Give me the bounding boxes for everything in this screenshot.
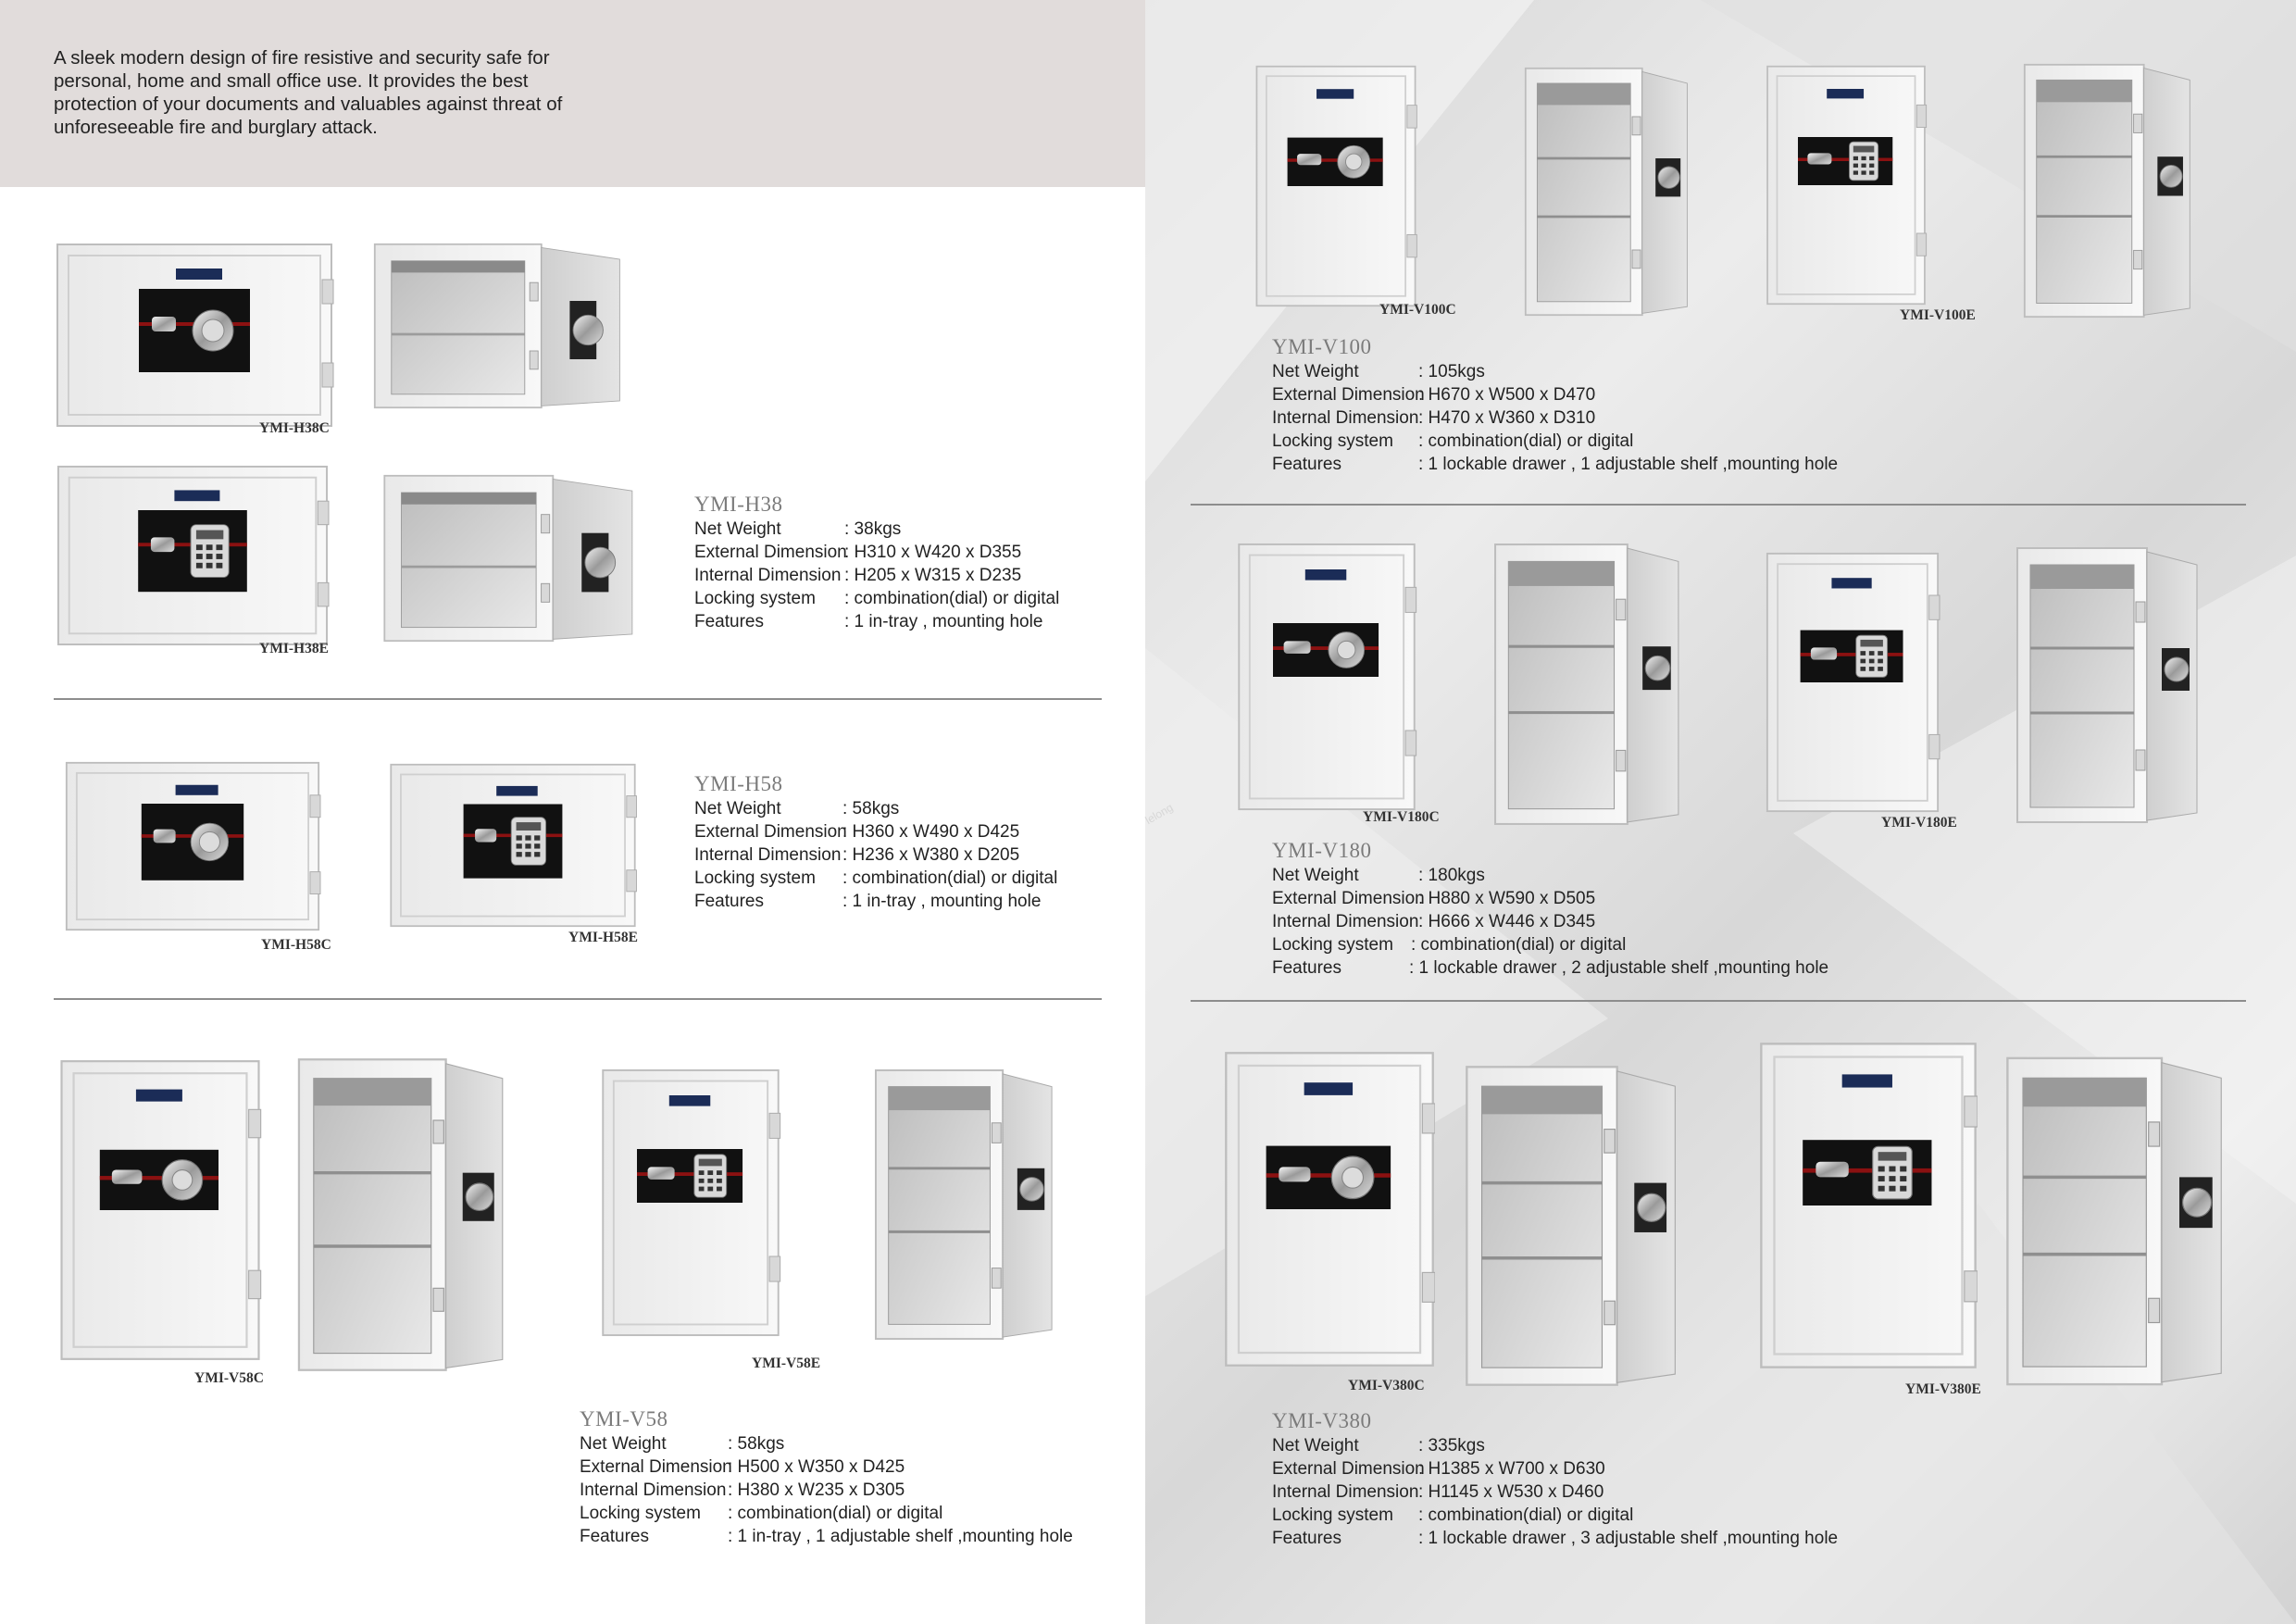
caption-h38c: YMI-H38C xyxy=(259,420,330,436)
label-features: Features xyxy=(580,1527,649,1546)
label-external: External Dimension xyxy=(1272,385,1425,405)
model-name: YMI-V180 xyxy=(1272,839,1372,862)
value-locking: : combination(dial) or digital xyxy=(728,1504,943,1523)
model-name: YMI-V58 xyxy=(580,1407,668,1430)
label-external: External Dimension xyxy=(1272,1459,1425,1479)
value-external: : H1385 x W700 x D630 xyxy=(1418,1459,1605,1479)
label-features: Features xyxy=(1272,1529,1341,1548)
product-image-v100c-closed xyxy=(1224,65,1448,307)
product-image-v180c-open xyxy=(1468,543,1707,826)
label-locking: Locking system xyxy=(1272,1505,1393,1525)
label-internal: Internal Dimension xyxy=(694,845,842,865)
caption-v380c: YMI-V380C xyxy=(1348,1378,1425,1393)
value-external: : H500 x W350 x D425 xyxy=(728,1457,905,1477)
label-net-weight: Net Weight xyxy=(580,1434,667,1454)
value-features: : 1 in-tray , 1 adjustable shelf ,mounting hole xyxy=(728,1527,1073,1546)
value-internal: : H470 x W360 x D310 xyxy=(1418,408,1596,428)
label-locking: Locking system xyxy=(694,868,816,888)
spec-block-v380 xyxy=(1272,1409,1838,1550)
product-image-h38c-open xyxy=(370,243,626,409)
value-locking: : combination(dial) or digital xyxy=(842,868,1058,888)
spec-block-v180 xyxy=(1272,839,1828,980)
caption-v380e: YMI-V380E xyxy=(1905,1381,1981,1397)
value-features: : 1 lockable drawer , 3 adjustable shelf ,mounting hole xyxy=(1418,1529,1839,1548)
value-features: : 1 in-tray , mounting hole xyxy=(844,612,1043,631)
spec-block-h58 xyxy=(694,772,1057,913)
label-net-weight: Net Weight xyxy=(1272,866,1359,885)
product-image-h58c xyxy=(56,761,330,931)
product-image-v380e-closed xyxy=(1759,1037,1978,1374)
label-net-weight: Net Weight xyxy=(1272,1436,1359,1455)
product-image-v380c-closed xyxy=(1224,1035,1435,1383)
value-external: : H880 x W590 x D505 xyxy=(1418,889,1596,908)
label-locking: Locking system xyxy=(580,1504,701,1523)
model-name: YMI-H38 xyxy=(694,493,783,516)
value-external: : H670 x W500 x D470 xyxy=(1418,385,1596,405)
caption-v180c: YMI-V180C xyxy=(1363,809,1440,825)
value-net-weight: : 58kgs xyxy=(728,1434,785,1454)
product-image-v180c-closed xyxy=(1209,543,1444,811)
label-internal: Internal Dimension xyxy=(580,1480,727,1500)
value-net-weight: : 105kgs xyxy=(1418,362,1485,381)
caption-v58c: YMI-V58C xyxy=(194,1370,264,1386)
value-external: : H360 x W490 x D425 xyxy=(842,822,1020,842)
label-locking: Locking system xyxy=(1272,935,1393,955)
product-image-v58c-closed xyxy=(54,1059,267,1361)
product-image-v100c-open xyxy=(1496,67,1718,317)
value-locking: : combination(dial) or digital xyxy=(844,589,1060,608)
product-image-v58e-open xyxy=(841,1068,1089,1341)
spec-block-v100 xyxy=(1272,335,1838,476)
divider-v180-v380 xyxy=(1191,1000,2246,1002)
model-name: YMI-H58 xyxy=(694,772,783,795)
label-external: External Dimension xyxy=(694,543,847,562)
product-image-h58e xyxy=(381,763,644,928)
caption-v180e: YMI-V180E xyxy=(1881,815,1957,831)
product-image-h38e-closed xyxy=(54,465,331,646)
value-internal: : H236 x W380 x D205 xyxy=(842,845,1020,865)
caption-h58e: YMI-H58E xyxy=(568,930,638,945)
value-net-weight: : 180kgs xyxy=(1418,866,1485,885)
model-name: YMI-V380 xyxy=(1272,1409,1372,1432)
label-locking: Locking system xyxy=(694,589,816,608)
caption-h58c: YMI-H58C xyxy=(261,937,331,953)
caption-h38e: YMI-H38E xyxy=(259,641,329,656)
value-locking: : combination(dial) or digital xyxy=(1411,935,1627,955)
product-image-v58e-closed xyxy=(570,1068,811,1337)
product-image-v58c-open xyxy=(293,1057,511,1372)
value-features: : 1 in-tray , mounting hole xyxy=(842,892,1042,911)
label-net-weight: Net Weight xyxy=(694,519,781,539)
watermark-text: lelong xyxy=(1142,800,1176,828)
label-external: External Dimension xyxy=(694,822,847,842)
product-image-v380c-open xyxy=(1465,1052,1679,1400)
caption-v58e: YMI-V58E xyxy=(752,1355,821,1371)
value-internal: : H380 x W235 x D305 xyxy=(728,1480,905,1500)
product-image-v380e-open xyxy=(2005,1037,2226,1405)
caption-v100e: YMI-V100E xyxy=(1900,307,1976,323)
divider-h58-v58 xyxy=(54,998,1102,1000)
product-image-h38c-closed xyxy=(52,243,337,428)
value-internal: : H205 x W315 x D235 xyxy=(844,566,1022,585)
label-external: External Dimension xyxy=(580,1457,732,1477)
label-features: Features xyxy=(1272,455,1341,474)
label-internal: Internal Dimension xyxy=(1272,408,1419,428)
divider-v100-v180 xyxy=(1191,504,2246,506)
label-locking: Locking system xyxy=(1272,431,1393,451)
label-internal: Internal Dimension xyxy=(1272,912,1419,931)
caption-v100c: YMI-V100C xyxy=(1379,302,1456,318)
product-image-h38e-open xyxy=(380,474,639,643)
divider-h38-h58 xyxy=(54,698,1102,700)
value-net-weight: : 38kgs xyxy=(844,519,902,539)
value-external: : H310 x W420 x D355 xyxy=(844,543,1022,562)
product-image-v100e-closed xyxy=(1733,65,1959,306)
value-net-weight: : 335kgs xyxy=(1418,1436,1485,1455)
label-net-weight: Net Weight xyxy=(1272,362,1359,381)
value-internal: : H1145 x W530 x D460 xyxy=(1418,1482,1604,1502)
label-features: Features xyxy=(1272,958,1341,978)
label-features: Features xyxy=(694,892,764,911)
label-internal: Internal Dimension xyxy=(694,566,842,585)
value-net-weight: : 58kgs xyxy=(842,799,900,818)
product-image-v180e-open xyxy=(1992,546,2224,824)
spec-block-h38 xyxy=(694,493,1059,633)
label-net-weight: Net Weight xyxy=(694,799,781,818)
value-locking: : combination(dial) or digital xyxy=(1418,1505,1634,1525)
spec-block-v58 xyxy=(580,1407,1073,1548)
model-name: YMI-V100 xyxy=(1272,335,1372,358)
value-features: : 1 lockable drawer , 2 adjustable shelf ,mounting hole xyxy=(1409,958,1829,978)
intro-paragraph: A sleek modern design of fire resistive and security safe for personal, home and small office use. It provides the best protection of your documents and valuables against threat of unforeseeable fire and burglary attack. xyxy=(54,47,563,138)
product-image-v180e-closed xyxy=(1742,552,1963,813)
label-internal: Internal Dimension xyxy=(1272,1482,1419,1502)
value-locking: : combination(dial) or digital xyxy=(1418,431,1634,451)
label-features: Features xyxy=(694,612,764,631)
product-image-v100e-open xyxy=(1992,63,2224,319)
label-external: External Dimension xyxy=(1272,889,1425,908)
value-internal: : H666 x W446 x D345 xyxy=(1418,912,1596,931)
value-features: : 1 lockable drawer , 1 adjustable shelf ,mounting hole xyxy=(1418,455,1839,474)
